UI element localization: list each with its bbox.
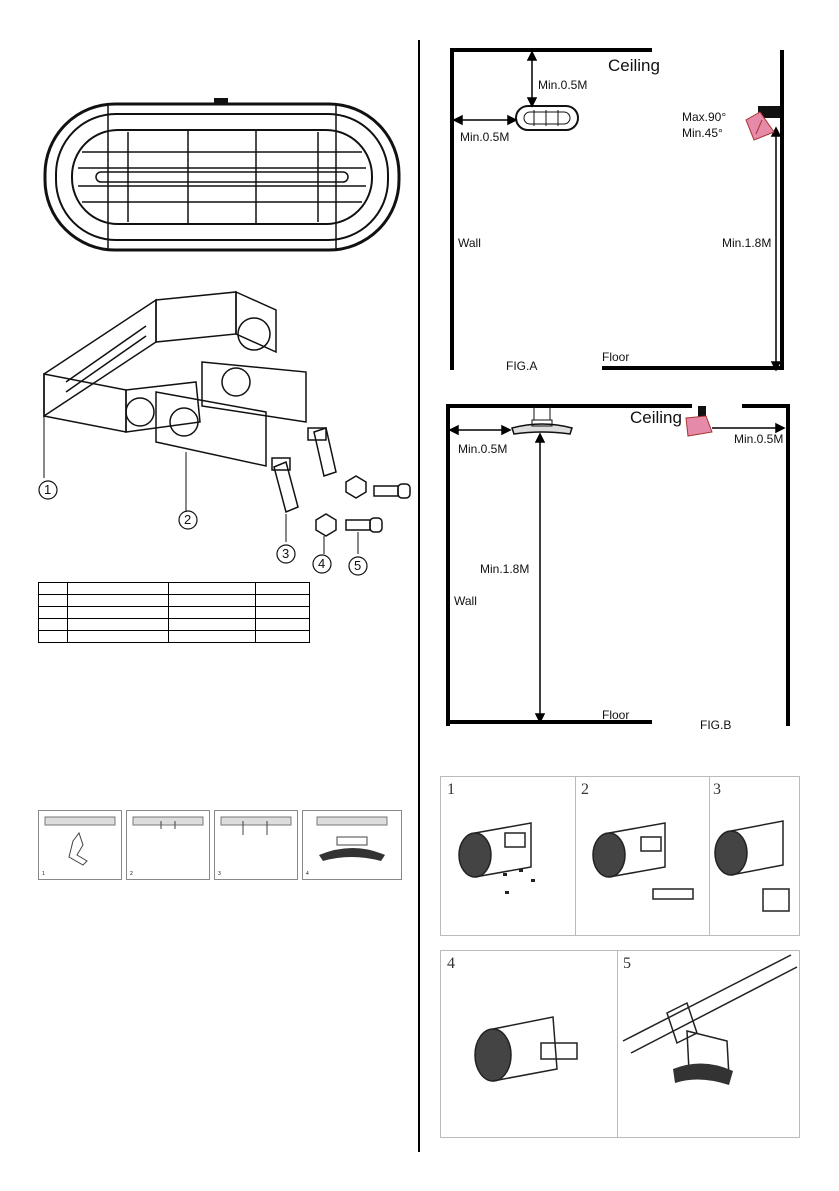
- mini-step-2-num: 2: [130, 871, 133, 877]
- fig-a-min-height: Min.1.8M: [722, 236, 772, 250]
- parts-table: [38, 582, 310, 643]
- column-divider: [418, 40, 420, 1152]
- fig-b-wall: Wall: [454, 594, 477, 608]
- large-step-5-num: 5: [623, 955, 631, 972]
- large-steps-drawings-2: [441, 951, 799, 1137]
- fig-b-caption: FIG.B: [700, 718, 732, 732]
- install-steps-panel-1: [440, 776, 800, 936]
- fig-a-min-ceiling: Min.0.5M: [538, 78, 588, 92]
- mini-step-2: [126, 810, 210, 880]
- fig-b-ceiling: Ceiling: [630, 408, 682, 427]
- heater-front-view: [42, 96, 402, 256]
- callout-5: 5: [354, 558, 362, 573]
- mini-step-3-num: 3: [218, 871, 221, 877]
- mini-step-1-num: 1: [42, 871, 45, 877]
- table-row: [39, 619, 310, 631]
- mini-step-4-num: 4: [306, 871, 309, 877]
- large-step-1-num: 1: [447, 781, 455, 798]
- fig-b-min-left: Min.0.5M: [458, 442, 508, 456]
- fig-a-floor: Floor: [602, 350, 630, 364]
- fig-b-min-right: Min.0.5M: [734, 432, 784, 446]
- fig-a-max-angle: Max.90°: [682, 110, 727, 124]
- callout-1: 1: [44, 482, 52, 497]
- fig-a-diagram: [446, 46, 792, 374]
- fig-a-wall: Wall: [458, 236, 481, 250]
- mini-step-4: [302, 810, 402, 880]
- fig-a-ceiling: Ceiling: [608, 56, 660, 75]
- large-step-3-num: 3: [713, 781, 721, 798]
- callout-4: 4: [318, 556, 326, 571]
- mini-step-1: [38, 810, 122, 880]
- mini-step-3: [214, 810, 298, 880]
- large-steps-drawings-1: [441, 777, 799, 935]
- fig-a-caption: FIG.A: [506, 359, 538, 373]
- table-row: [39, 631, 310, 643]
- table-row: [39, 583, 310, 595]
- callout-2: 2: [184, 512, 192, 527]
- install-steps-panel-2: [440, 950, 800, 1138]
- fig-b-floor: Floor: [602, 708, 630, 722]
- table-row: [39, 607, 310, 619]
- large-step-2-num: 2: [581, 781, 589, 798]
- callout-3: 3: [282, 546, 290, 561]
- large-step-4-num: 4: [447, 955, 455, 972]
- fig-b-min-height: Min.1.8M: [480, 562, 530, 576]
- table-row: [39, 595, 310, 607]
- part-callouts: [38, 478, 378, 578]
- fig-a-min-wall: Min.0.5M: [460, 130, 510, 144]
- fig-a-min-angle: Min.45°: [682, 126, 723, 140]
